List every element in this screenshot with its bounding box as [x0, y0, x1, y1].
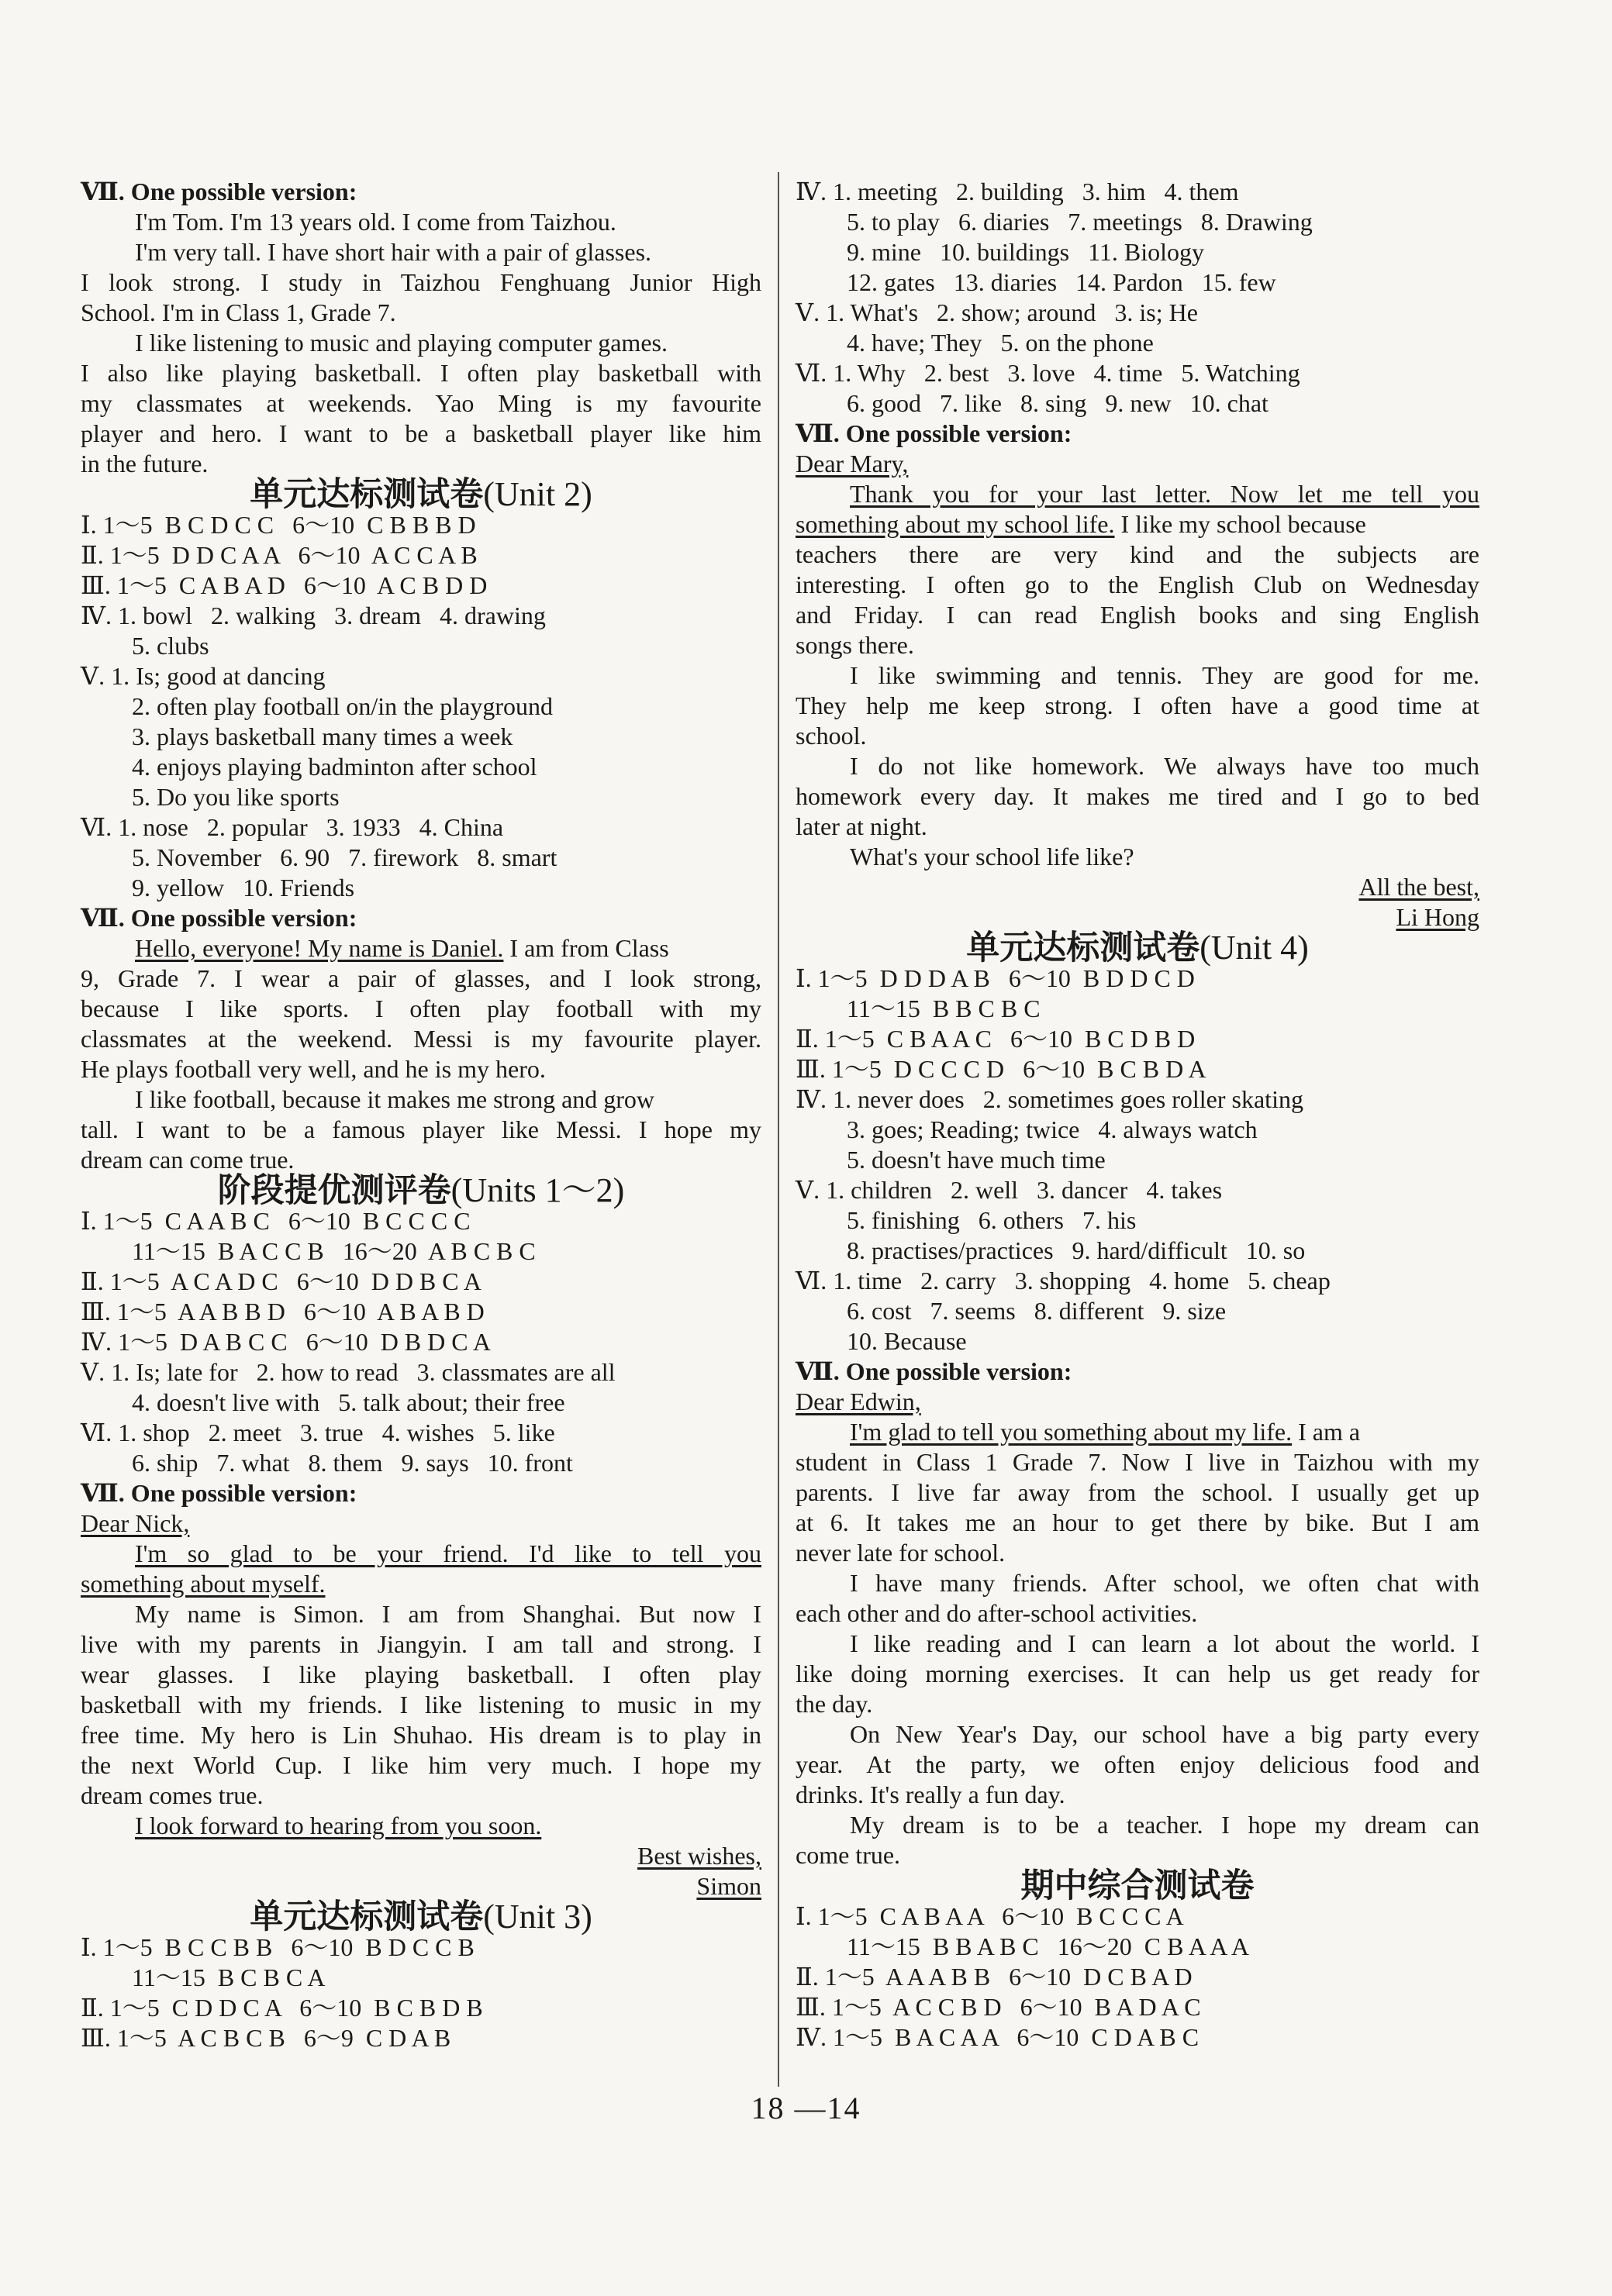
- text-line-content: I like listening to music and playing computer games.: [135, 329, 668, 357]
- text-line-content: I'm Tom. I'm 13 years old. I come from Taizhou.: [135, 208, 616, 236]
- text-line-content: 4. enjoys playing badminton after school: [132, 753, 537, 781]
- text-line-content: I look strong. I study in Taizhou Fenghuang Junior High: [81, 268, 761, 296]
- text-line-content: interesting. I often go to the English Club on Wednesday: [796, 571, 1479, 598]
- text-line-content: Ⅳ. 1. meeting 2. building 3. him 4. them: [796, 178, 1239, 205]
- text-line: [796, 388, 1479, 419]
- text-line-content: teachers there are very kind and the subjects are: [796, 540, 1479, 568]
- text-line: [796, 1054, 1479, 1084]
- text-line-content: Ⅴ. 1. children 2. well 3. dancer 4. takes: [796, 1176, 1223, 1204]
- text-line-content: the next World Cup. I like him very much. I hope my: [81, 1751, 761, 1779]
- text-line-content: something about myself.: [81, 1570, 326, 1598]
- text-line-content: Ⅵ. 1. shop 2. meet 3. true 4. wishes 5. like: [81, 1419, 555, 1446]
- text-line-content: Thank you for your last letter. Now let me tell you: [850, 480, 1479, 508]
- text-line: [796, 267, 1479, 298]
- text-line-content: each other and do after-school activities.: [796, 1599, 1198, 1627]
- text-line: [81, 1357, 761, 1388]
- text-line-content: Ⅱ. 1～5 C B A A C 6～10 B C D B D: [796, 1025, 1196, 1053]
- text-line: [796, 1750, 1479, 1780]
- text-line: [81, 1418, 761, 1448]
- text-line-content: Ⅶ. One possible version:: [81, 1479, 357, 1507]
- text-line-content: I do not like homework. We always have too much: [850, 752, 1479, 780]
- text-line: [81, 752, 761, 782]
- text-line-content: parents. I live far away from the school. I usually get up: [796, 1478, 1479, 1506]
- text-line: [796, 1296, 1479, 1326]
- text-line-content: Ⅵ. 1. Why 2. best 3. love 4. time 5. Watching: [796, 359, 1300, 387]
- text-line-content: like doing morning exercises. It can help us get ready for: [796, 1660, 1479, 1688]
- text-line: [796, 328, 1479, 358]
- text-line: [81, 1690, 761, 1720]
- text-line: [796, 964, 1479, 994]
- page-number: 18 —14: [751, 2091, 861, 2125]
- text-line: [81, 1569, 761, 1599]
- text-line-content: basketball with my friends. I like listening to music in my: [81, 1691, 761, 1719]
- text-line: [81, 812, 761, 843]
- text-line-content: live with my parents in Jiangyin. I am tall and strong. I: [81, 1630, 761, 1658]
- text-line: [796, 1477, 1479, 1508]
- text-line-content: 11～15 B B A B C 16～20 C B A A A: [847, 1932, 1249, 1960]
- text-line: [796, 1719, 1479, 1750]
- text-line-content: Ⅲ. 1～5 A C B C B 6～9 C D A B: [81, 2024, 451, 2052]
- text-line-content: 3. plays basketball many times a week: [132, 722, 513, 750]
- text-line: [81, 1539, 761, 1569]
- text-line-content: drinks. It's really a fun day.: [796, 1781, 1065, 1808]
- text-line-content: 11～15 B A C C B 16～20 A B C B C: [132, 1237, 536, 1265]
- text-line-content: Dear Edwin,: [796, 1388, 921, 1415]
- text-line: [81, 1993, 761, 2023]
- text-line-content: Ⅳ. 1. never does 2. sometimes goes roller skating: [796, 1085, 1303, 1113]
- text-line: [796, 570, 1479, 600]
- section-heading: [796, 1867, 1479, 1905]
- text-line: [796, 842, 1479, 872]
- text-line-content: Ⅲ. 1～5 D C C C D 6～10 B C B D A: [796, 1055, 1206, 1083]
- text-line: [796, 1538, 1479, 1568]
- text-line: [796, 691, 1479, 721]
- text-line-content: tall. I want to be a famous player like Messi. I hope my: [81, 1115, 761, 1143]
- text-line-content: at 6. It takes me an hour to get there by bike. But I am: [796, 1508, 1479, 1536]
- text-line: [796, 600, 1479, 630]
- text-line: [81, 661, 761, 691]
- text-line-content: Ⅳ. 1～5 B A C A A 6～10 C D A B C: [796, 2023, 1200, 2051]
- text-line-content: Ⅳ. 1. bowl 2. walking 3. dream 4. drawing: [81, 602, 546, 629]
- text-line: [81, 267, 761, 298]
- text-line-content: 6. ship 7. what 8. them 9. says 10. front: [132, 1449, 573, 1477]
- text-line: [81, 964, 761, 994]
- text-line-content: dream comes true.: [81, 1781, 264, 1809]
- text-line: [796, 1387, 1479, 1417]
- text-line: [796, 1357, 1479, 1387]
- text-line: [796, 812, 1479, 842]
- text-line: [796, 1810, 1479, 1840]
- section-heading: [796, 929, 1479, 967]
- text-line-content: Ⅶ. One possible version:: [81, 178, 357, 205]
- text-line-content: Ⅰ. 1～5 C A B A A 6～10 B C C C A: [796, 1902, 1184, 1930]
- section-heading-unit: (Unit 3): [483, 1898, 592, 1936]
- text-line-content: Ⅱ. 1～5 A C A D C 6～10 D D B C A: [81, 1267, 482, 1295]
- text-line-tail: I am from Class: [503, 934, 669, 962]
- section-heading-unit: (Unit 4): [1200, 929, 1309, 967]
- text-line: [796, 419, 1479, 449]
- text-line: [796, 1024, 1479, 1054]
- text-line-content: Ⅱ. 1～5 C D D C A 6～10 B C B D B: [81, 1994, 483, 2022]
- text-line-content: Ⅲ. 1～5 A C C B D 6～10 B A D A C: [796, 1993, 1201, 2021]
- text-line-content: 9. yellow 10. Friends: [132, 874, 355, 902]
- text-line: [796, 1568, 1479, 1598]
- text-line: [81, 1267, 761, 1297]
- text-line: [81, 1720, 761, 1750]
- text-line-content: On New Year's Day, our school have a big party every: [850, 1720, 1479, 1748]
- text-line: [796, 1417, 1479, 1447]
- text-line-content: songs there.: [796, 631, 914, 659]
- text-line: [796, 358, 1479, 388]
- text-line: [81, 782, 761, 812]
- text-line: [81, 1327, 761, 1357]
- text-line-content: 9. mine 10. buildings 11. Biology: [847, 238, 1205, 266]
- text-line-content: homework every day. It makes me tired and I go to bed: [796, 782, 1479, 810]
- text-line-tail: I like my school because: [1114, 510, 1366, 538]
- text-line-content: 4. have; They 5. on the phone: [847, 329, 1154, 357]
- text-line-content: student in Class 1 Grade 7. Now I live in Taizhou with my: [796, 1448, 1479, 1476]
- text-line: [81, 1054, 761, 1084]
- text-line-content: I like reading and I can learn a lot about the world. I: [850, 1629, 1479, 1657]
- text-line: [796, 2022, 1479, 2053]
- text-line: [796, 1084, 1479, 1115]
- text-line-content: 5. Do you like sports: [132, 783, 340, 811]
- text-line: [81, 631, 761, 661]
- text-line: [796, 721, 1479, 751]
- text-line: [81, 1781, 761, 1811]
- text-line: [796, 1508, 1479, 1538]
- text-line-content: Best wishes,: [637, 1842, 761, 1870]
- text-line-content: I have many friends. After school, we often chat with: [850, 1569, 1479, 1597]
- text-line-content: 8. practises/practices 9. hard/difficult 10. so: [847, 1236, 1306, 1264]
- text-line-content: 5. finishing 6. others 7. his: [847, 1206, 1137, 1234]
- text-line: [81, 1750, 761, 1781]
- text-line-content: 11～15 B C B C A: [132, 1963, 326, 1991]
- right-column: [796, 177, 1479, 2053]
- text-line: [796, 1901, 1479, 1932]
- text-line: [81, 237, 761, 267]
- text-line: [81, 510, 761, 540]
- text-line-content: Ⅲ. 1～5 C A B A D 6～10 A C B D D: [81, 571, 488, 599]
- text-line: [796, 1115, 1479, 1145]
- text-line-tail: I am a: [1292, 1418, 1361, 1446]
- text-line-content: Ⅰ. 1～5 B C D C C 6～10 C B B B D: [81, 511, 476, 539]
- text-line-content: my classmates at weekends. Yao Ming is my favourite: [81, 389, 761, 417]
- text-line: [81, 601, 761, 631]
- text-line-content: and Friday. I can read English books and sing English: [796, 601, 1479, 629]
- text-line: [81, 207, 761, 237]
- text-line-content: Ⅶ. One possible version:: [81, 904, 357, 932]
- section-heading-title: 单元达标测试卷: [250, 1898, 484, 1936]
- text-line: [81, 1115, 761, 1145]
- text-line: [796, 1992, 1479, 2022]
- text-line-content: What's your school life like?: [850, 843, 1134, 870]
- text-line-content: Ⅵ. 1. time 2. carry 3. shopping 4. home 5. cheap: [796, 1267, 1331, 1295]
- text-line: [81, 540, 761, 571]
- text-line: [81, 1024, 761, 1054]
- text-line: [81, 1478, 761, 1508]
- left-column: [81, 177, 761, 2053]
- text-line-content: I'm very tall. I have short hair with a pair of glasses.: [135, 238, 652, 266]
- text-line: [796, 1266, 1479, 1296]
- text-line: [796, 177, 1479, 207]
- text-line-content: wear glasses. I like playing basketball. I often play: [81, 1660, 761, 1688]
- text-line-content: something about my school life.: [796, 510, 1115, 538]
- text-line-content: 5. doesn't have much time: [847, 1146, 1106, 1174]
- text-line: [796, 1629, 1479, 1659]
- text-line-content: 10. Because: [847, 1327, 967, 1355]
- text-line: [796, 509, 1479, 540]
- text-line-content: come true.: [796, 1841, 901, 1869]
- text-line-content: Dear Nick,: [81, 1509, 190, 1537]
- text-line-content: School. I'm in Class 1, Grade 7.: [81, 298, 396, 326]
- text-line-content: I like swimming and tennis. They are good for me.: [850, 661, 1479, 689]
- text-line-content: player and hero. I want to be a basketball player like him: [81, 419, 761, 447]
- text-line-content: 6. good 7. like 8. sing 9. new 10. chat: [847, 389, 1269, 417]
- text-line: [81, 1297, 761, 1327]
- text-line: [796, 1326, 1479, 1357]
- text-line: [81, 843, 761, 873]
- text-line-content: They help me keep strong. I often have a good time at: [796, 691, 1479, 719]
- text-line-content: classmates at the weekend. Messi is my favourite player.: [81, 1025, 761, 1053]
- text-line-content: 5. to play 6. diaries 7. meetings 8. Drawing: [847, 208, 1313, 236]
- text-line-content: Dear Mary,: [796, 450, 909, 477]
- text-line-content: 4. doesn't live with 5. talk about; their free: [132, 1388, 565, 1416]
- text-line-content: Ⅰ. 1～5 C A A B C 6～10 B C C C C: [81, 1207, 471, 1235]
- text-line-content: Ⅶ. One possible version:: [796, 1357, 1072, 1385]
- text-line-content: Ⅴ. 1. Is; late for 2. how to read 3. classmates are all: [81, 1358, 616, 1386]
- text-line-content: year. At the party, we often enjoy delicious food and: [796, 1750, 1479, 1778]
- text-line: [81, 1963, 761, 1993]
- text-line: [796, 540, 1479, 570]
- text-line: [81, 1932, 761, 1963]
- text-line: [81, 2023, 761, 2053]
- text-line-content: Hello, everyone! My name is Daniel.: [135, 934, 504, 962]
- section-heading-title: 期中综合测试卷: [1020, 1867, 1255, 1905]
- text-line-content: Ⅵ. 1. nose 2. popular 3. 1933 4. China: [81, 813, 504, 841]
- text-line-content: the day.: [796, 1690, 873, 1718]
- text-line-content: school.: [796, 722, 867, 750]
- text-line: [796, 1447, 1479, 1477]
- text-line-content: My dream is to be a teacher. I hope my dream can: [850, 1811, 1479, 1839]
- section-heading: [81, 475, 761, 514]
- text-line: [796, 994, 1479, 1024]
- section-heading-title: 单元达标测试卷: [966, 929, 1200, 967]
- text-line: [81, 388, 761, 419]
- text-line: [796, 630, 1479, 660]
- text-line: [81, 903, 761, 933]
- text-line-content: Ⅰ. 1～5 B C C B B 6～10 B D C C B: [81, 1933, 475, 1961]
- text-line: [796, 237, 1479, 267]
- text-line: [796, 1598, 1479, 1629]
- text-line-content: Ⅶ. One possible version:: [796, 419, 1072, 447]
- text-line: [81, 298, 761, 328]
- text-line: [796, 449, 1479, 479]
- text-line: [796, 1780, 1479, 1810]
- text-line-content: 3. goes; Reading; twice 4. always watch: [847, 1115, 1258, 1143]
- text-line-content: All the best,: [1358, 873, 1479, 901]
- text-line: [796, 872, 1479, 902]
- text-line-content: because I like sports. I often play football with my: [81, 995, 761, 1022]
- text-line: [81, 873, 761, 903]
- text-line: [81, 691, 761, 722]
- text-line: [81, 1660, 761, 1690]
- text-line-content: 5. November 6. 90 7. firework 8. smart: [132, 843, 557, 871]
- text-line-content: dream can come true.: [81, 1146, 295, 1174]
- text-line-content: 5. clubs: [132, 632, 209, 660]
- text-line: [796, 1659, 1479, 1689]
- text-line: [796, 298, 1479, 328]
- text-line: [81, 994, 761, 1024]
- text-line: [81, 1206, 761, 1236]
- text-line: [81, 1236, 761, 1267]
- text-line: [796, 1962, 1479, 1992]
- column-divider: [778, 172, 779, 2087]
- text-line: [81, 358, 761, 388]
- text-line-content: I like football, because it makes me strong and grow: [135, 1085, 655, 1113]
- text-line: [796, 1175, 1479, 1205]
- text-line: [796, 207, 1479, 237]
- text-line: [81, 722, 761, 752]
- text-line-content: never late for school.: [796, 1539, 1006, 1567]
- text-line-content: I also like playing basketball. I often play basketball with: [81, 359, 761, 387]
- text-line-content: later at night.: [796, 812, 927, 840]
- section-heading-title: 单元达标测试卷: [250, 475, 484, 514]
- text-line: [81, 1599, 761, 1629]
- text-line-content: 9, Grade 7. I wear a pair of glasses, and I look strong,: [81, 964, 761, 992]
- text-line-content: Ⅳ. 1～5 D A B C C 6～10 D B D C A: [81, 1328, 491, 1356]
- text-line: [81, 1811, 761, 1841]
- text-line: [81, 328, 761, 358]
- text-line-content: 12. gates 13. diaries 14. Pardon 15. few: [847, 268, 1276, 296]
- section-heading-unit: (Unit 2): [483, 475, 592, 513]
- text-line: [81, 1084, 761, 1115]
- text-line-content: I'm so glad to be your friend. I'd like to tell you: [135, 1539, 761, 1567]
- text-line: [796, 660, 1479, 691]
- text-line-content: 6. cost 7. seems 8. different 9. size: [847, 1297, 1227, 1325]
- text-line: [796, 1689, 1479, 1719]
- text-line: [81, 1629, 761, 1660]
- text-line: [796, 1236, 1479, 1266]
- text-line-content: Ⅴ. 1. Is; good at dancing: [81, 662, 326, 690]
- text-line: [81, 933, 761, 964]
- text-line: [796, 1932, 1479, 1962]
- text-line-content: He plays football very well, and he is my hero.: [81, 1055, 546, 1083]
- text-line-content: Li Hong: [1396, 903, 1479, 931]
- text-line-content: in the future.: [81, 450, 209, 477]
- text-line: [796, 479, 1479, 509]
- text-line: [81, 1841, 761, 1871]
- text-line-content: Simon: [696, 1872, 761, 1900]
- text-line-content: free time. My hero is Lin Shuhao. His dream is to play in: [81, 1721, 761, 1749]
- text-line: [796, 1205, 1479, 1236]
- text-line: [81, 1448, 761, 1478]
- section-heading: [81, 1898, 761, 1936]
- text-line-content: 2. often play football on/in the playground: [132, 692, 553, 720]
- text-line-content: Ⅰ. 1～5 D D D A B 6～10 B D D C D: [796, 964, 1195, 992]
- text-line-content: I'm glad to tell you something about my life.: [850, 1418, 1293, 1446]
- text-line-content: 11～15 B B C B C: [847, 995, 1041, 1022]
- text-line-content: I look forward to hearing from you soon.: [135, 1812, 542, 1839]
- section-heading-unit: (Units 1～2): [450, 1171, 625, 1209]
- text-line: [81, 1388, 761, 1418]
- text-line-content: Ⅱ. 1～5 A A A B B 6～10 D C B A D: [796, 1963, 1193, 1991]
- section-heading-title: 阶段提优测评卷: [217, 1171, 451, 1210]
- text-line-content: Ⅲ. 1～5 A A B B D 6～10 A B A B D: [81, 1298, 485, 1326]
- section-heading: [81, 1171, 761, 1210]
- text-line: [81, 571, 761, 601]
- text-line-content: Ⅴ. 1. What's 2. show; around 3. is; He: [796, 298, 1198, 326]
- text-line: [81, 1508, 761, 1539]
- text-line: [81, 419, 761, 449]
- text-line: [81, 177, 761, 207]
- text-line-content: Ⅱ. 1～5 D D C A A 6～10 A C C A B: [81, 541, 478, 569]
- text-line-content: My name is Simon. I am from Shanghai. But now I: [135, 1600, 761, 1628]
- text-line: [796, 751, 1479, 781]
- text-line: [796, 781, 1479, 812]
- text-line: [796, 1145, 1479, 1175]
